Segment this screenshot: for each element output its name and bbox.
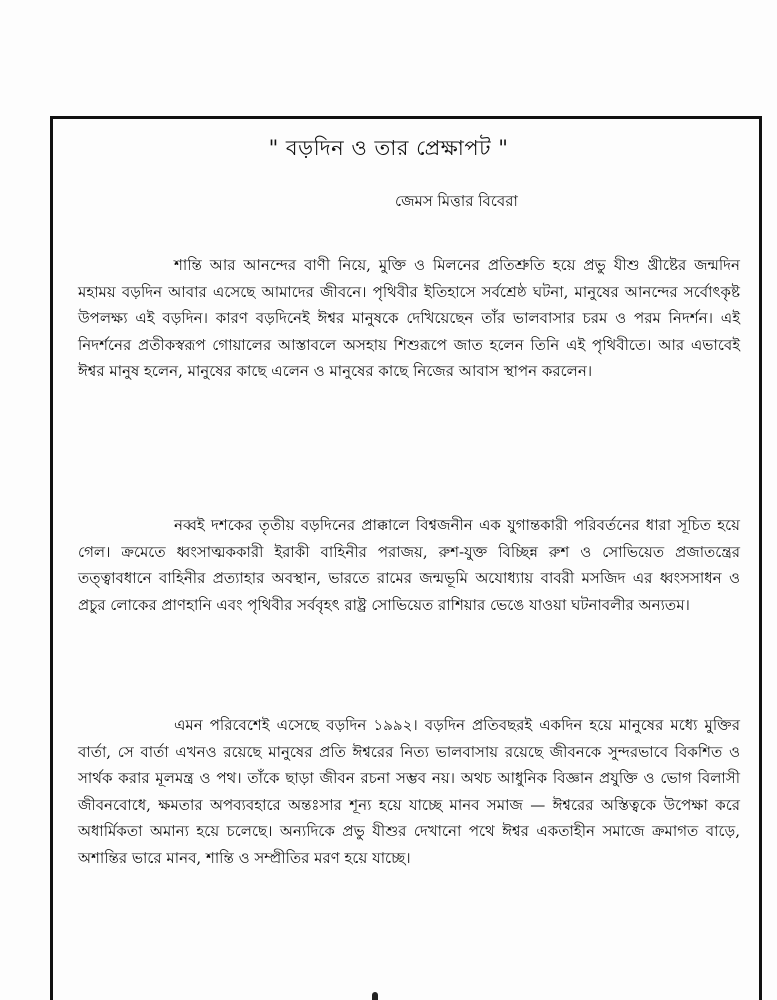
document-title: " বড়দিন ও তার প্রেক্ষাপট " [268, 136, 509, 160]
paragraph-1: শান্তি আর আনন্দের বাণী নিয়ে, মুক্তি ও মিলনের প্রতিশ্রুতি হয়ে প্রভু যীশু খ্রীষ্টের জন্মদিন মহাময় বড়দিন আবার এসেছে আমাদের জীবনে। পৃথিবীর ইতিহাসে সর্বশ্রেষ্ঠ ঘটনা, মানুষের আনন্দের সর্বোৎকৃষ্ট উপলক্ষ্য এই বড়দিন। কারণ বড়দিনেই ঈশ্বর মানুষকে দেখিয়েছেন তাঁর ভালবাসার চরম ও পরম নিদর্শন। এই নিদর্শনের প্রতীকস্বরূপ গোয়ালের আস্তাবলে অসহায় শিশুরূপে জাত হলেন তিনি এই পৃথিবীতে। আর এভাবেই ঈশ্বর মানুষ হলেন, মানুষের কাছে এলেন ও মানুষের কাছে নিজের আবাস স্থাপন করলেন। [78, 256, 740, 381]
paragraph-2: নব্বই দশকের তৃতীয় বড়দিনের প্রাক্কালে বিশ্বজনীন এক যুগান্তকারী পরিবর্তনের ধারা সূচিত হয়ে গেল। ক্রমেতে ধ্বংসাত্মককারী ইরাকী বাহিনীর পরাজয়, রুশ-যুক্ত বিচ্ছিন্ন রুশ ও সোভিয়েত প্রজাতন্ত্রের তত্ত্বাবধানে বাহিনীর প্রত্যাহার অবস্থান, ভারতে রামের জন্মভূমি অযোধ্যায় বাবরী মসজিদ এর ধ্বংসসাধন ও প্রচুর লোকের প্রাণহানি এবং পৃথিবীর সর্ববৃহৎ রাষ্ট্র সোভিয়েত রাশিয়ার ভেঙে যাওয়া ঘটনাবলীর অন্যতম। [78, 516, 740, 614]
paragraph-3: এমন পরিবেশেই এসেছে বড়দিন ১৯৯২। বড়দিন প্রতিবছরই একদিন হয়ে মানুষের মধ্যে মুক্তির বার্তা, সে বার্তা এখনও রয়েছে মানুষের প্রতি ঈশ্বরের নিত্য ভালবাসায় রয়েছে জীবনকে সুন্দরভাবে বিকশিত ও সার্থক করার মূলমন্ত্র ও পথ। তাঁকে ছাড়া জীবন রচনা সম্ভব নয়। অথচ আধুনিক বিজ্ঞান প্রযুক্তি ও ভোগ বিলাসী জীবনবোধে, ক্ষমতার অপব্যবহারে অন্তঃসার শূন্য হয়ে যাচ্ছে মানব সমাজ — ঈশ্বরের অস্তিত্বকে উপেক্ষা করে অধার্মিকতা অমান্য হয়ে চলেছে। অন্যদিকে প্রভু যীশুর দেখানো পথে ঈশ্বর একতাহীন সমাজে ক্রমাগত বাড়ে, অশান্তির ভারে মানব, শান্তি ও সম্প্রীতির মরণ হয়ে যাচ্ছে। [78, 716, 740, 867]
page-bottom-mark [372, 992, 378, 1000]
author-name: জেমস মিত্তার বিবেরা [395, 192, 518, 210]
